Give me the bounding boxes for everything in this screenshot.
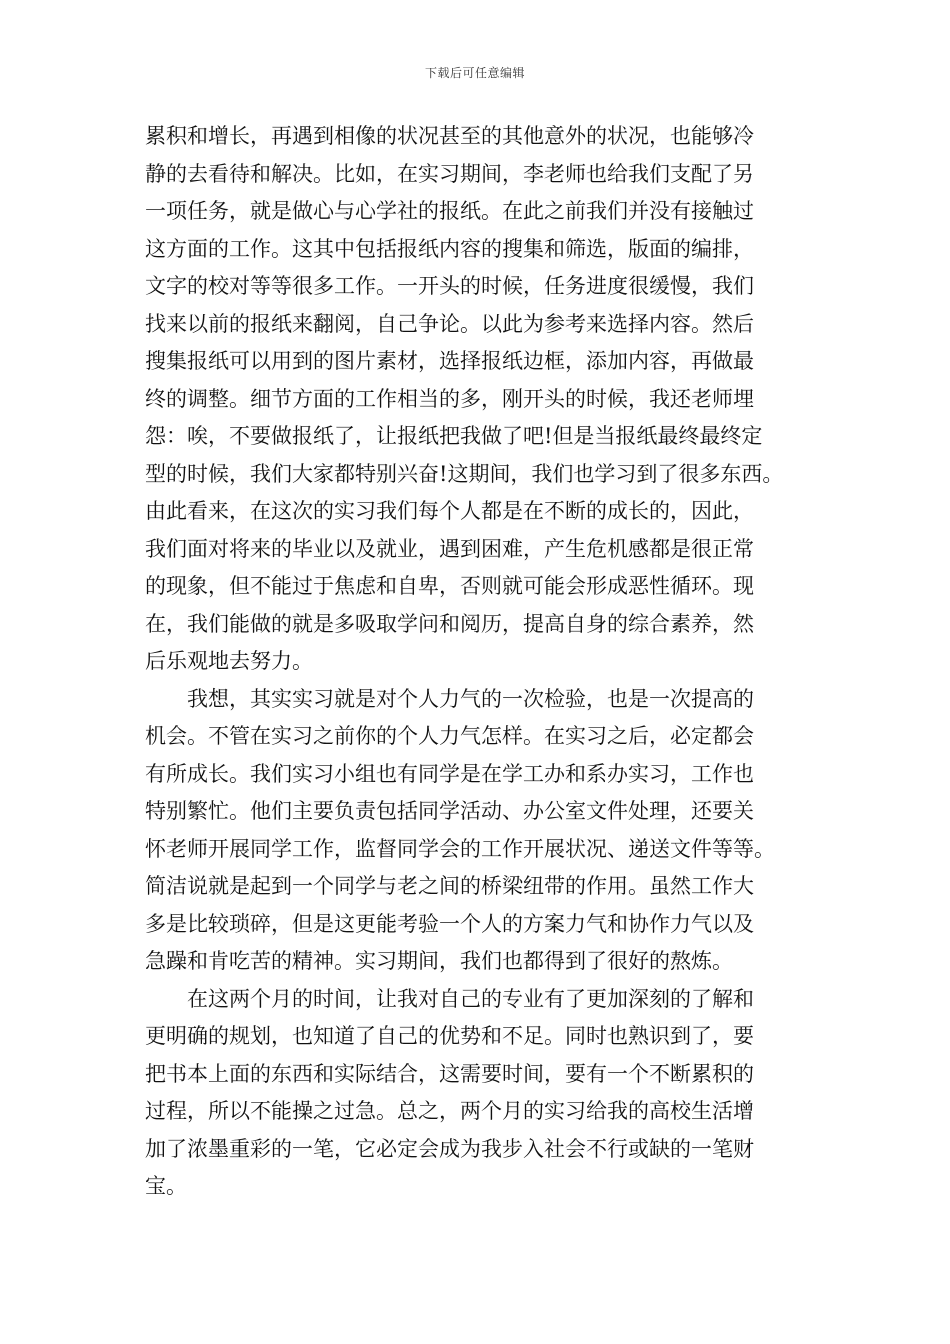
text-line: 文字的校对等等很多工作。一开头的时候，任务进度很缓慢，我们 — [145, 274, 754, 298]
text-line: 这方面的工作。这其中包括报纸内容的搜集和筛选，版面的编排， — [145, 236, 754, 261]
text-line: 找来以前的报纸来翻阅，自己争论。以此为参考来选择内容。然后 — [145, 311, 754, 336]
text-line: 静的去看待和解决。比如，在实习期间，李老师也给我们支配了另 — [145, 161, 754, 186]
text-line: 多是比较琐碎，但是这更能考验一个人的方案力气和协作力气以及 — [145, 911, 754, 936]
text-line: 有所成长。我们实习小组也有同学是在学工办和系办实习，工作也 — [145, 761, 754, 786]
text-line: 在，我们能做的就是多吸取学问和阅历，提高自身的综合素养，然 — [145, 611, 754, 636]
text-line: 在这两个月的时间，让我对自己的专业有了更加深刻的了解和 — [145, 986, 754, 1011]
text-line: 我想，其实实习就是对个人力气的一次检验，也是一次提高的 — [145, 686, 754, 711]
text-line: 怨：唉，不要做报纸了，让报纸把我做了吧!但是当报纸最终最终定 — [145, 424, 763, 448]
text-line: 宝。 — [145, 1174, 187, 1198]
text-line: 更明确的规划，也知道了自己的优势和不足。同时也熟识到了，要 — [145, 1024, 754, 1048]
text-line: 的现象，但不能过于焦虑和自卑，否则就可能会形成恶性循环。现 — [145, 574, 754, 598]
text-line: 终的调整。细节方面的工作相当的多，刚开头的时候，我还老师埋 — [145, 386, 754, 411]
text-line: 把书本上面的东西和实际结合，这需要时间，要有一个不断累积的 — [145, 1061, 754, 1086]
text-line: 型的时候，我们大家都特别兴奋!这期间，我们也学习到了很多东西。 — [145, 461, 784, 486]
text-line: 我们面对将来的毕业以及就业，遇到困难，产生危机感都是很正常 — [145, 536, 754, 561]
text-line: 搜集报纸可以用到的图片素材，选择报纸边框，添加内容，再做最 — [145, 349, 754, 373]
text-line: 过程，所以不能操之过急。总之，两个月的实习给我的高校生活增 — [145, 1099, 754, 1123]
text-line: 一项任务，就是做心与心学社的报纸。在此之前我们并没有接触过 — [145, 199, 754, 223]
text-line: 加了浓墨重彩的一笔，它必定会成为我步入社会不行或缺的一笔财 — [145, 1136, 754, 1161]
page-header: 下载后可任意编辑 — [424, 66, 525, 80]
text-line: 简洁说就是起到一个同学与老之间的桥梁纽带的作用。虽然工作大 — [145, 874, 754, 898]
text-line: 由此看来，在这次的实习我们每个人都是在不断的成长的，因此， — [145, 499, 754, 523]
text-line: 急躁和肯吃苦的精神。实习期间，我们也都得到了很好的熬炼。 — [145, 949, 733, 973]
text-line: 后乐观地去努力。 — [145, 649, 313, 673]
text-line: 累积和增长，再遇到相像的状况甚至的其他意外的状况，也能够冷 — [145, 124, 754, 148]
text-line: 机会。不管在实习之前你的个人力气怎样。在实习之后，必定都会 — [145, 724, 754, 748]
text-line: 特别繁忙。他们主要负责包括同学活动、办公室文件处理，还要关 — [145, 799, 754, 823]
body-text — [145, 118, 825, 1206]
text-line: 怀老师开展同学工作，监督同学会的工作开展状况、递送文件等等。 — [145, 836, 775, 861]
